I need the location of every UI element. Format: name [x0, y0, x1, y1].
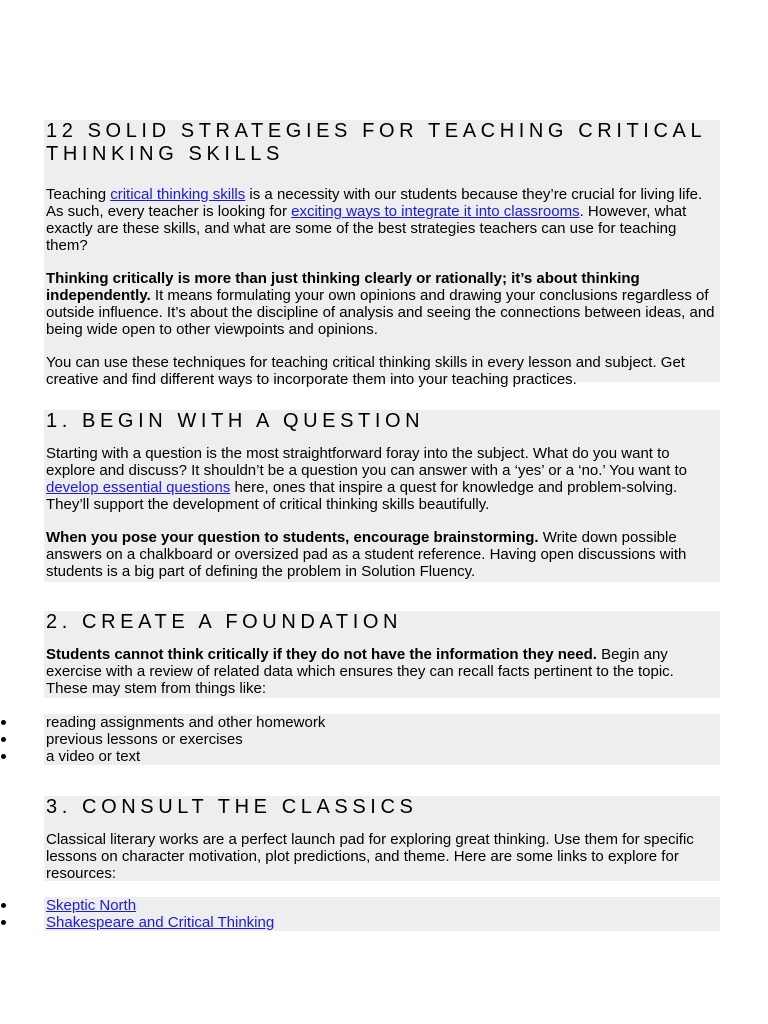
resources-list [0, 897, 720, 931]
foundation-list [0, 714, 720, 765]
section-1-bold-statement: When you pose your question to students, encourage brainstorming. [46, 529, 539, 546]
intro-text: It means formulating your own opinions and drawing your conclusions regardless of outside influence. It’s about the discipline of analysis and seeing the connections between ideas, and being wide open to other viewpoints and opinions. [46, 287, 715, 338]
intro-block [44, 120, 720, 388]
integrate-classrooms-link[interactable]: exciting ways to integrate it into classrooms [291, 203, 580, 220]
section-1-paragraph-2 [46, 529, 718, 580]
intro-paragraph-1 [46, 186, 718, 254]
section-2-block [44, 611, 720, 698]
list-item: previous lessons or exercises [0, 731, 720, 748]
section-1-text: Write down possible answers on a chalkboard or oversized pad as a student reference. Having open discussions with students is a big part of defining the problem in Solution Fluency. [46, 529, 687, 580]
intro-bold-statement: Thinking critically is more than just thinking clearly or rationally; it’s about thinking independently. [46, 270, 640, 304]
critical-thinking-skills-link[interactable]: critical thinking skills [110, 186, 246, 203]
intro-paragraph-2 [46, 270, 718, 338]
bullet-icon [1, 720, 6, 725]
intro-text: Teaching [46, 186, 111, 203]
section-2-paragraph-1 [46, 646, 718, 697]
section-1-text: Starting with a question is the most straightforward foray into the subject. What do you want to explore and discuss? It shouldn’t be a question you can answer with a ‘yes’ or a ‘no.’ You want to [46, 445, 687, 479]
bullet-icon [1, 903, 6, 908]
section-1-heading: 1. BEGIN WITH A QUESTION [46, 410, 425, 432]
page-title: 12 SOLID STRATEGIES FOR TEACHING CRITICAL THINKING SKILLS [46, 120, 706, 165]
section-1-text: here, ones that inspire a quest for knowledge and problem-solving. They’ll support the development of critical thinking skills beautifully. [46, 479, 678, 513]
section-2-bold-statement: Students cannot think critically if they do not have the information they need. [46, 646, 597, 663]
section-3-block [44, 796, 720, 881]
list-item: a video or text [0, 748, 720, 765]
intro-paragraph-3: You can use these techniques for teaching critical thinking skills in every lesson and subject. Get creative and find different ways to incorporate them into your teaching practices. [46, 354, 685, 388]
section-3-heading: 3. CONSULT THE CLASSICS [46, 796, 418, 818]
intro-text: . However, what exactly are these skills, and what are some of the best strategies teachers can use for teaching them? [46, 203, 687, 254]
section-1-paragraph-1 [46, 445, 718, 513]
bullet-icon [1, 737, 6, 742]
section-2-heading: 2. CREATE A FOUNDATION [46, 611, 403, 633]
list-item [0, 897, 720, 914]
essential-questions-link[interactable]: develop essential questions [46, 479, 231, 496]
bullet-icon [1, 754, 6, 759]
skeptic-north-link[interactable]: Skeptic North [46, 897, 137, 914]
bullet-icon [1, 920, 6, 925]
section-2-text: Begin any exercise with a review of related data which ensures they can recall facts pertinent to the topic. These may stem from things like: [46, 646, 674, 697]
list-item: reading assignments and other homework [0, 714, 720, 731]
intro-text: is a necessity with our students because they’re crucial for living life. As such, every teacher is looking for [46, 186, 703, 220]
section-1-block [44, 410, 720, 582]
list-item [0, 914, 720, 931]
shakespeare-link[interactable]: Shakespeare and Critical Thinking [46, 914, 275, 931]
section-3-paragraph-1: Classical literary works are a perfect launch pad for exploring great thinking. Use them for specific lessons on character motivation, plot predictions, and theme. Here are some links to explore for resources: [46, 831, 694, 882]
